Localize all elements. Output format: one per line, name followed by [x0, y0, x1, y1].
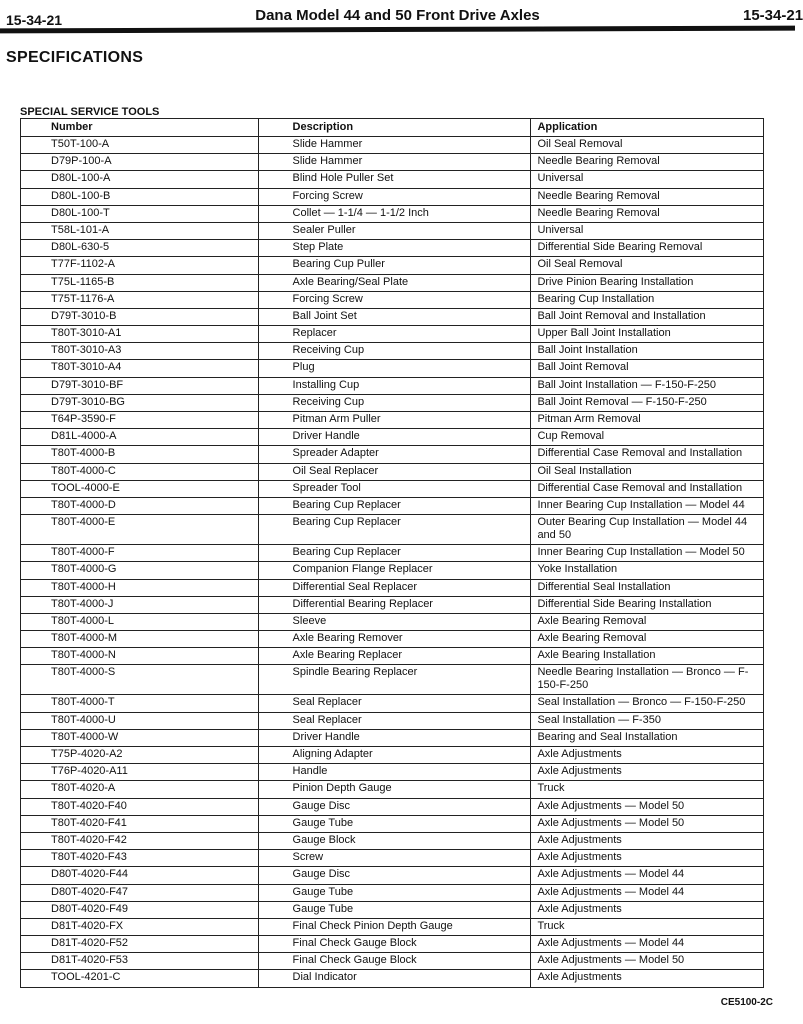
cell-application: Universal [531, 171, 764, 188]
table-row [21, 953, 764, 970]
cell-number: TOOL-4201-C [21, 970, 259, 987]
cell-application: Ball Joint Removal [531, 360, 764, 377]
table-row [21, 747, 764, 764]
cell-application: Oil Seal Installation [531, 463, 764, 480]
table-row [21, 154, 764, 171]
cell-application: Needle Bearing Removal [531, 154, 764, 171]
cell-application: Pitman Arm Removal [531, 412, 764, 429]
cell-number: D81T-4020-FX [21, 918, 259, 935]
cell-number: D79T-3010-BG [21, 394, 259, 411]
cell-number: D80T-4020-F49 [21, 901, 259, 918]
table-row [21, 308, 764, 325]
cell-description: Gauge Block [258, 832, 531, 849]
cell-application: Differential Side Bearing Removal [531, 240, 764, 257]
cell-application: Seal Installation — F-350 [531, 712, 764, 729]
column-header-application: Application [531, 119, 764, 137]
table-row [21, 695, 764, 712]
cell-description: Pitman Arm Puller [258, 412, 531, 429]
cell-application: Differential Seal Installation [531, 579, 764, 596]
column-header-description: Description [258, 119, 531, 137]
cell-application: Differential Case Removal and Installation [531, 480, 764, 497]
cell-application: Inner Bearing Cup Installation — Model 44 [531, 497, 764, 514]
cell-number: T80T-4020-F43 [21, 850, 259, 867]
cell-application: Universal [531, 222, 764, 239]
cell-description: Final Check Gauge Block [258, 953, 531, 970]
cell-description: Step Plate [258, 240, 531, 257]
cell-application: Drive Pinion Bearing Installation [531, 274, 764, 291]
table-row [21, 463, 764, 480]
header-rule [0, 26, 795, 34]
cell-application: Axle Adjustments — Model 50 [531, 953, 764, 970]
cell-description: Axle Bearing/Seal Plate [258, 274, 531, 291]
cell-description: Slide Hammer [258, 137, 531, 154]
cell-application: Truck [531, 781, 764, 798]
cell-application: Needle Bearing Removal [531, 205, 764, 222]
cell-number: T80T-4000-T [21, 695, 259, 712]
cell-description: Differential Seal Replacer [258, 579, 531, 596]
cell-application: Axle Adjustments — Model 50 [531, 815, 764, 832]
table-row [21, 613, 764, 630]
cell-description: Final Check Pinion Depth Gauge [258, 918, 531, 935]
cell-description: Differential Bearing Replacer [258, 596, 531, 613]
special-service-tools-table [20, 118, 764, 988]
table-row [21, 360, 764, 377]
cell-description: Gauge Tube [258, 815, 531, 832]
cell-description: Handle [258, 764, 531, 781]
cell-number: T80T-3010-A3 [21, 343, 259, 360]
cell-description: Slide Hammer [258, 154, 531, 171]
table-row [21, 781, 764, 798]
cell-description: Collet — 1-1/4 — 1-1/2 Inch [258, 205, 531, 222]
cell-number: D80L-630-5 [21, 240, 259, 257]
cell-application: Outer Bearing Cup Installation — Model 44 and 50 [531, 515, 764, 545]
table-row [21, 815, 764, 832]
table-row [21, 832, 764, 849]
cell-description: Bearing Cup Puller [258, 257, 531, 274]
cell-application: Differential Case Removal and Installation [531, 446, 764, 463]
cell-number: D79P-100-A [21, 154, 259, 171]
cell-number: T80T-4000-D [21, 497, 259, 514]
table-row [21, 901, 764, 918]
cell-number: T80T-4000-E [21, 515, 259, 545]
cell-description: Forcing Screw [258, 291, 531, 308]
table-row [21, 545, 764, 562]
table-row [21, 497, 764, 514]
cell-description: Bearing Cup Replacer [258, 545, 531, 562]
cell-number: D81T-4020-F53 [21, 953, 259, 970]
cell-application: Axle Adjustments [531, 747, 764, 764]
cell-description: Blind Hole Puller Set [258, 171, 531, 188]
cell-number: T75T-1176-A [21, 291, 259, 308]
cell-number: D80T-4020-F44 [21, 867, 259, 884]
cell-description: Spreader Adapter [258, 446, 531, 463]
cell-number: T58L-101-A [21, 222, 259, 239]
cell-number: T75P-4020-A2 [21, 747, 259, 764]
cell-description: Gauge Tube [258, 901, 531, 918]
cell-description: Ball Joint Set [258, 308, 531, 325]
cell-application: Needle Bearing Removal [531, 188, 764, 205]
cell-description: Aligning Adapter [258, 747, 531, 764]
cell-description: Driver Handle [258, 729, 531, 746]
cell-description: Plug [258, 360, 531, 377]
cell-application: Bearing Cup Installation [531, 291, 764, 308]
cell-number: T80T-4000-S [21, 665, 259, 695]
table-row [21, 729, 764, 746]
cell-number: T80T-4000-M [21, 631, 259, 648]
cell-description: Installing Cup [258, 377, 531, 394]
cell-number: T80T-4000-N [21, 648, 259, 665]
cell-description: Driver Handle [258, 429, 531, 446]
cell-application: Inner Bearing Cup Installation — Model 50 [531, 545, 764, 562]
table-row [21, 257, 764, 274]
table-row [21, 326, 764, 343]
cell-description: Dial Indicator [258, 970, 531, 987]
cell-number: TOOL-4000-E [21, 480, 259, 497]
cell-description: Receiving Cup [258, 394, 531, 411]
cell-description: Axle Bearing Remover [258, 631, 531, 648]
table-row [21, 137, 764, 154]
cell-number: T64P-3590-F [21, 412, 259, 429]
cell-number: D81T-4020-F52 [21, 936, 259, 953]
cell-application: Axle Adjustments [531, 764, 764, 781]
table-row [21, 936, 764, 953]
cell-application: Axle Adjustments [531, 832, 764, 849]
page-title: Dana Model 44 and 50 Front Drive Axles [255, 7, 540, 24]
cell-number: T75L-1165-B [21, 274, 259, 291]
cell-number: D80L-100-A [21, 171, 259, 188]
cell-number: T80T-4020-A [21, 781, 259, 798]
cell-application: Differential Side Bearing Installation [531, 596, 764, 613]
page-header [0, 0, 803, 40]
table-row [21, 222, 764, 239]
table-row [21, 648, 764, 665]
cell-application: Cup Removal [531, 429, 764, 446]
table-row [21, 343, 764, 360]
cell-description: Companion Flange Replacer [258, 562, 531, 579]
table-row [21, 665, 764, 695]
cell-description: Replacer [258, 326, 531, 343]
table-row [21, 579, 764, 596]
table-row [21, 884, 764, 901]
cell-application: Axle Bearing Removal [531, 613, 764, 630]
table-row [21, 798, 764, 815]
table-row [21, 562, 764, 579]
page-number-right: 15-34-21 [743, 7, 803, 24]
cell-application: Axle Bearing Removal [531, 631, 764, 648]
cell-description: Final Check Gauge Block [258, 936, 531, 953]
table-row [21, 631, 764, 648]
cell-application: Ball Joint Installation — F-150-F-250 [531, 377, 764, 394]
cell-application: Ball Joint Removal — F-150-F-250 [531, 394, 764, 411]
table-row [21, 377, 764, 394]
cell-number: T80T-4020-F42 [21, 832, 259, 849]
cell-description: Pinion Depth Gauge [258, 781, 531, 798]
cell-application: Upper Ball Joint Installation [531, 326, 764, 343]
table-row [21, 764, 764, 781]
section-title: SPECIFICATIONS [6, 49, 144, 66]
cell-number: T80T-4000-F [21, 545, 259, 562]
cell-application: Oil Seal Removal [531, 137, 764, 154]
cell-application: Ball Joint Installation [531, 343, 764, 360]
cell-description: Bearing Cup Replacer [258, 497, 531, 514]
table-row [21, 850, 764, 867]
cell-number: T80T-4000-C [21, 463, 259, 480]
table-row [21, 394, 764, 411]
page-number-left: 15-34-21 [6, 12, 63, 28]
cell-description: Spreader Tool [258, 480, 531, 497]
cell-description: Sleeve [258, 613, 531, 630]
table-row [21, 515, 764, 545]
cell-application: Axle Adjustments — Model 50 [531, 798, 764, 815]
cell-application: Axle Adjustments — Model 44 [531, 936, 764, 953]
cell-number: T80T-3010-A4 [21, 360, 259, 377]
table-row [21, 867, 764, 884]
cell-application: Axle Adjustments — Model 44 [531, 867, 764, 884]
cell-application: Ball Joint Removal and Installation [531, 308, 764, 325]
cell-application: Bearing and Seal Installation [531, 729, 764, 746]
cell-number: D79T-3010-B [21, 308, 259, 325]
table-row [21, 291, 764, 308]
cell-number: T80T-4020-F41 [21, 815, 259, 832]
table-row [21, 171, 764, 188]
table-row [21, 712, 764, 729]
cell-description: Axle Bearing Replacer [258, 648, 531, 665]
cell-application: Oil Seal Removal [531, 257, 764, 274]
figure-caption: CE5100-2C [720, 997, 773, 1008]
cell-description: Gauge Disc [258, 867, 531, 884]
cell-number: D80L-100-B [21, 188, 259, 205]
cell-number: D80T-4020-F47 [21, 884, 259, 901]
table-row [21, 429, 764, 446]
cell-description: Spindle Bearing Replacer [258, 665, 531, 695]
table-body [21, 137, 764, 988]
cell-application: Axle Adjustments [531, 901, 764, 918]
cell-number: D80L-100-T [21, 205, 259, 222]
cell-description: Sealer Puller [258, 222, 531, 239]
cell-number: T80T-4000-B [21, 446, 259, 463]
cell-description: Seal Replacer [258, 695, 531, 712]
table-row [21, 188, 764, 205]
cell-number: T80T-3010-A1 [21, 326, 259, 343]
cell-description: Gauge Tube [258, 884, 531, 901]
cell-description: Receiving Cup [258, 343, 531, 360]
cell-application: Seal Installation — Bronco — F-150-F-250 [531, 695, 764, 712]
cell-number: T50T-100-A [21, 137, 259, 154]
table-row [21, 274, 764, 291]
cell-application: Truck [531, 918, 764, 935]
cell-number: T80T-4000-U [21, 712, 259, 729]
cell-application: Axle Adjustments [531, 850, 764, 867]
cell-description: Forcing Screw [258, 188, 531, 205]
table-row [21, 446, 764, 463]
table-row [21, 205, 764, 222]
cell-number: T80T-4020-F40 [21, 798, 259, 815]
table-row [21, 918, 764, 935]
cell-application: Axle Adjustments [531, 970, 764, 987]
table-header-row [21, 119, 764, 137]
cell-description: Gauge Disc [258, 798, 531, 815]
table-row [21, 480, 764, 497]
cell-number: D81L-4000-A [21, 429, 259, 446]
cell-description: Oil Seal Replacer [258, 463, 531, 480]
cell-application: Yoke Installation [531, 562, 764, 579]
cell-number: D79T-3010-BF [21, 377, 259, 394]
cell-application: Axle Adjustments — Model 44 [531, 884, 764, 901]
cell-number: T80T-4000-H [21, 579, 259, 596]
column-header-number: Number [21, 119, 259, 137]
subsection-title: SPECIAL SERVICE TOOLS [20, 106, 160, 118]
cell-application: Needle Bearing Installation — Bronco — F-150-F-250 [531, 665, 764, 695]
cell-number: T76P-4020-A11 [21, 764, 259, 781]
cell-number: T80T-4000-W [21, 729, 259, 746]
cell-description: Bearing Cup Replacer [258, 515, 531, 545]
table-row [21, 240, 764, 257]
cell-number: T80T-4000-G [21, 562, 259, 579]
cell-number: T80T-4000-L [21, 613, 259, 630]
cell-number: T77F-1102-A [21, 257, 259, 274]
table-row [21, 596, 764, 613]
table-row [21, 412, 764, 429]
table-row [21, 970, 764, 987]
cell-description: Screw [258, 850, 531, 867]
cell-description: Seal Replacer [258, 712, 531, 729]
cell-number: T80T-4000-J [21, 596, 259, 613]
cell-application: Axle Bearing Installation [531, 648, 764, 665]
